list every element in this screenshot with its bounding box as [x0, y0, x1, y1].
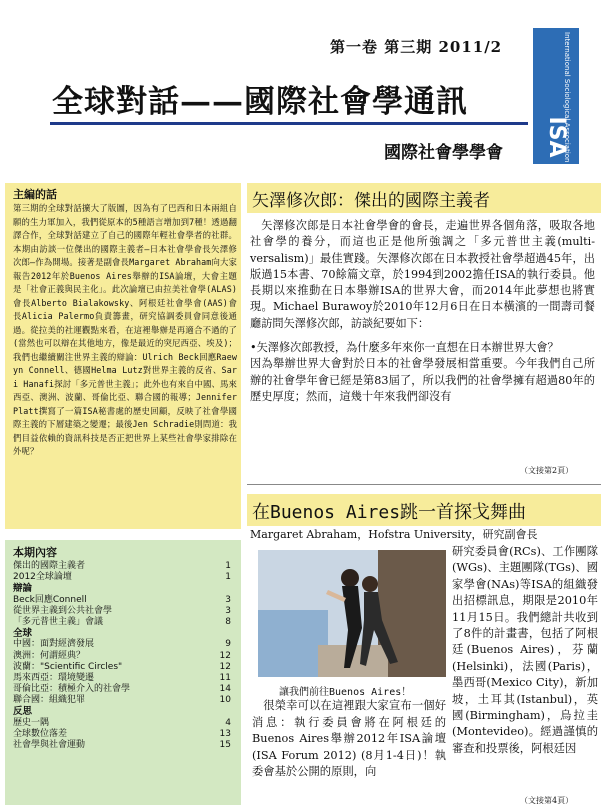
toc-entry-page: 12: [219, 661, 231, 672]
editor-note-body: 第三期的全球對話擴大了版圖，因為有了巴西和日本兩組自願的生力軍加入，我們從原本的5種語言增加到7種！透過翻譯合作，全球對話建立了自己的國際年輕社會學者的社群。本期由訪談一位傑出的國際主義者—日本社會學會長矢澤修次郎—作為開場。接著是副會長Margaret Abraham向大家報告2012年於Buenos Aires舉辦的ISA論壇，大會主題是「社會正義與民主化」。此次論壇已由拉美社會學(ALAS)會長Alberto Bialakowsky、阿根廷社會學會(AAS)會長Alicia Palermo負責籌畫，研究協調委員會同意後通過。從拉美的社運觀點來看，在這裡舉辦是再適合不過的了(當然也可以辯在其他地方，像是最近的突尼西亞、埃及)；我們也繼續關注世界主義的辯論：Ulrich Beck回應Raewyn Connell、德國Helma Lutz對世界主義的反省、Sari Hanafi探討「多元普世主義」；此外也有來自中國、馬來西亞、澳洲、波蘭、哥倫比亞、聯合國的報導；Jennifer Platt撰寫了一篇ISA秘書處的歷史回顧，反映了社會學國際主義的下層建築之變遷；最後Jen Schradie則問道：我們目益依賴的資訊科技是否正把世界上某些社會學家排除在外呢？: [13, 203, 237, 456]
title-rule: [50, 122, 528, 125]
toc-entry-label: 中國：面對經濟發展: [13, 639, 95, 650]
toc-entry-page: 12: [219, 650, 231, 661]
article2-title: 在Buenos Aires跳一首探戈舞曲: [252, 502, 527, 523]
toc-entry[interactable]: [13, 561, 235, 572]
toc-entry-page: 1: [225, 572, 231, 583]
toc-entry-page: 13: [219, 728, 231, 739]
toc-heading: 本期內容: [13, 546, 57, 559]
toc-entry-page: 8: [225, 616, 231, 627]
article2-body-left: 很榮幸可以在這裡跟大家宣布一個好消息：執行委員會將在阿根廷的Buenos Aires舉辦2012年ISA論壇(ISA Forum 2012) (8月1-4日)！執委會基於公開的原則，向: [252, 699, 446, 778]
article1-title: 矢澤修次郎：傑出的國際主義者: [252, 191, 490, 211]
toc-entry-page: 3: [225, 605, 231, 616]
toc-entry-label: 澳洲：何謂經典？: [13, 650, 86, 661]
article1-paragraph: 矢澤修次郎是日本社會學會的會長，走遍世界各個角落，吸取各地社會學的養分，而這也正是他所強調之「多元普世主義(multi-versalism)」最佳實踐。矢澤修次郎在日本教授社會學超過45年，出版過15本書、70餘篇文章，於1994到2002擔任ISA的執行委員。他長期以來推動在日本舉辦ISA的世界大會，而2014年此夢想也將實現。Michael Burawoy於2010年12月6日在日本橫濱的一間壽司餐廳訪問矢澤修次郎，訪談紀要如下：: [250, 219, 595, 330]
article1-question: •矢澤修次郎教授，為什麼多年來你一直想在日本辦世界大會？: [250, 341, 559, 355]
toc-entry[interactable]: [13, 740, 235, 751]
toc-entry-label: 反思: [13, 706, 33, 718]
toc-entry-label: 全球: [13, 628, 33, 640]
article2-byline: Margaret Abraham，Hofstra University，研究副會長: [250, 528, 538, 541]
toc-entry[interactable]: [13, 639, 235, 650]
toc-entry[interactable]: [13, 606, 235, 617]
toc-entry-label: 歷史一隅: [13, 717, 50, 728]
article1-answer: 因為舉辦世界大會對於日本的社會學發展相當重要。今年我們自己所辦的社會學年會已經是第83屆了，所以我們的社會學擁有超過80年的歷史厚度；然而，這幾十年來我們卻沒有: [250, 357, 595, 403]
tango-dancers-image: [258, 550, 446, 677]
toc-entry-label: 馬來西亞：環境變遷: [13, 672, 95, 683]
toc-entry-page: 14: [219, 684, 231, 695]
toc-entry-page: 9: [225, 639, 231, 650]
issue-line: 第一卷 第三期 2011/2: [330, 38, 503, 56]
article1-body: [250, 218, 595, 405]
toc-entry[interactable]: [13, 617, 235, 628]
toc-entry-label: 波蘭："Scientific Circles": [13, 661, 123, 672]
toc-entry-label: 社會學與社會運動: [13, 740, 86, 750]
toc-entry-label: 聯合國：組織犯罪: [13, 695, 86, 706]
toc-entry[interactable]: [13, 651, 235, 662]
photo-caption: 讓我們前往Buenos Aires！: [279, 687, 412, 698]
toc-entry-page: 3: [225, 594, 231, 605]
toc-entry-label: 全球數位落差: [13, 728, 68, 739]
toc-entry-label: 哥倫比亞：積極介入的社會學: [13, 684, 131, 695]
toc-list: [13, 561, 235, 751]
toc-entry-page: 10: [219, 695, 231, 706]
newsletter-title: 全球對話——國際社會學通訊: [52, 84, 468, 120]
toc-entry-page: 11: [219, 672, 231, 683]
publisher-name: 國際社會學學會: [384, 143, 503, 163]
article2-continued: （文接第4頁）: [520, 796, 574, 805]
toc-section-heading: [13, 583, 235, 594]
toc-entry-page: 1: [225, 561, 231, 571]
toc-entry-page: 15: [219, 740, 231, 750]
toc-entry-label: 從世界主義到公共社會學: [13, 605, 113, 616]
toc-section-heading: [13, 628, 235, 639]
tango-photo: [258, 550, 446, 677]
toc-entry-label: 2012全球論壇: [13, 572, 72, 583]
toc-entry-label: 傑出的國際主義者: [13, 561, 86, 571]
editor-note-heading: 主編的話: [13, 188, 57, 201]
isa-logo: [533, 28, 579, 164]
article2-body-right: 研究委員會(RCs)、工作團隊(WGs)、主題團隊(TGs)、國家學會(NAs)等ISA的組織發出招標訊息，期限是2010年11月15日。我們總計共收到了8件的計畫書，包括了阿根廷(Buenos Aires)，芬蘭(Helsinki)，法國(Paris)，墨西哥(Mexico City)，新加坡，土耳其(Istanbul)，英國(Birmingham)，烏拉圭(Montevideo)。經過謹慎的審查和投票後，阿根廷因: [452, 545, 598, 755]
toc-entry[interactable]: [13, 673, 235, 684]
article1-continued: （文接第2頁）: [520, 466, 574, 475]
toc-entry-label: 「多元普世主義」會議: [13, 616, 104, 627]
toc-entry-label: Beck回應Connell: [13, 594, 87, 605]
isa-logo-text: International Sociological Association: [563, 32, 571, 163]
toc-section-heading: [13, 706, 235, 717]
masthead: [0, 0, 604, 178]
toc-entry-label: 辯論: [13, 583, 33, 595]
section-divider: [247, 484, 601, 485]
toc-entry[interactable]: [13, 595, 235, 606]
toc-entry[interactable]: [13, 572, 235, 583]
toc-entry-page: 4: [225, 717, 231, 728]
toc-entry[interactable]: [13, 695, 235, 706]
editor-note: [5, 183, 241, 529]
toc-entry[interactable]: [13, 718, 235, 729]
toc-entry[interactable]: [13, 684, 235, 695]
isa-logo-mark: ISA: [544, 116, 569, 158]
toc-entry[interactable]: [13, 662, 235, 673]
table-of-contents: [5, 540, 241, 805]
toc-entry[interactable]: [13, 729, 235, 740]
